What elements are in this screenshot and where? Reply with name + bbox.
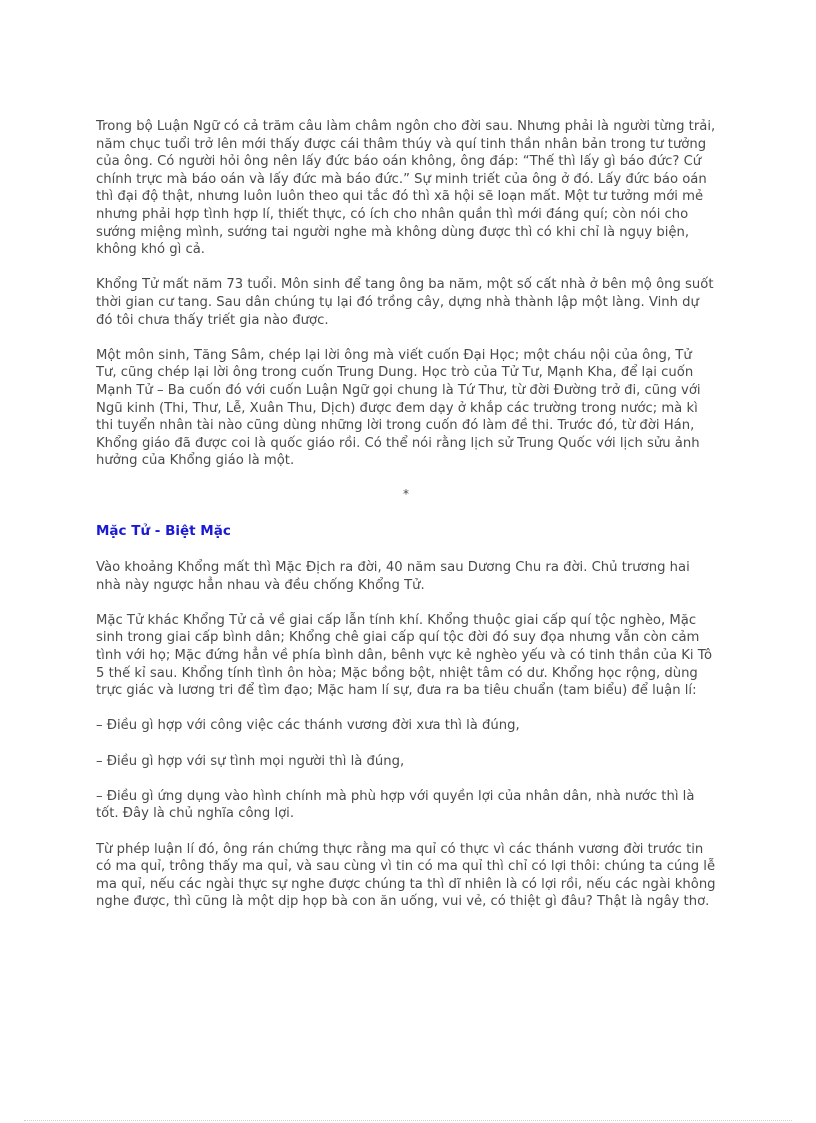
section-heading: Mặc Tử - Biệt Mặc [96,523,231,540]
section-separator: * [403,487,409,502]
list-item: – Điều gì hợp với công việc các thánh vương đời xưa thì là đúng, [96,718,520,734]
list-item: – Điều gì hợp với sự tình mọi người thì là đúng, [96,753,405,769]
paragraph: Khổng Tử mất năm 73 tuổi. Môn sinh để tang ông ba năm, một số cất nhà ở bên mộ ông suốt thời gian cư tang. Sau dân chúng tụ lại đó trồng cây, dựng nhà thành lập một làng. Vinh dự đó tôi chưa thấy triết gia nào được. [96,277,714,328]
paragraph: Vào khoảng Khổng mất thì Mặc Địch ra đời, 40 năm sau Dương Chu ra đời. Chủ trương hai nhà này ngược hẳn nhau và đều chống Khổng Tử. [96,560,690,593]
paragraph: Một môn sinh, Tăng Sâm, chép lại lời ông mà viết cuốn Đại Học; một cháu nội của ông, Tử Tư, cũng chép lại lời ông trong cuốn Trung Dung. Học trò của Tử Tư, Mạnh Kha, để lại cuốn Mạnh Tử – Ba cuốn đó với cuốn Luận Ngữ gọi chung là Tứ Thư, từ đời Đường trở đi, cũng với Ngũ kinh (Thi, Thư, Lễ, Xuân Thu, Dịch) được đem dạy ở khắp các trường trong nước; mà kì thi tuyển nhân tài nào cũng dùng những lời trong cuốn đó làm đề thi. Trước đó, từ đời Hán, Khổng giáo đã được coi là quốc giáo rồi. Có thể nói rằng lịch sử Trung Quốc với lịch sửu ảnh hưởng của Khổng giáo là một. [96,347,701,469]
document-body [96,118,716,929]
paragraph: Từ phép luận lí đó, ông rán chứng thực rằng ma quỉ có thực vì các thánh vương đời trước tin có ma quỉ, trông thấy ma quỉ, và sau cùng vì tin có ma quỉ thì chỉ có lợi thôi: chúng ta cúng lễ ma quỉ, nếu các ngài thực sự nghe được chúng ta thì dĩ nhiên là có lợi rồi, nếu các ngài không nghe được, thì cũng là một dịp họp bà con ăn uống, vui vẻ, có thiệt gì đâu? Thật là ngây thơ. [96,841,716,910]
page-bottom-divider [24,1120,792,1121]
list-item: – Điều gì ứng dụng vào hình chính mà phù hợp với quyền lợi của nhân dân, nhà nước thì là tốt. Đây là chủ nghĩa công lợi. [96,788,695,822]
paragraph: Trong bộ Luận Ngữ có cả trăm câu làm châm ngôn cho đời sau. Nhưng phải là người từng trải, năm chục tuổi trở lên mới thấy được cái thâm thúy và quí tinh thần nhân bản trong tư tưởng của ông. Có người hỏi ông nên lấy đức báo oán không, ông đáp: “Thế thì lấy gì báo đức? Cứ chính trực mà báo oán và lấy đức mà báo đức.” Sự minh triết của ông ở đó. Lấy đức báo oán thì đại độ thật, nhưng luôn luôn theo qui tắc đó thì xã hội sẽ loạn mất. Một tư tưởng mới mẻ nhưng phải hợp tình hợp lí, thiết thực, có ích cho nhân quần thì mới đáng quí; còn nói cho sướng miệng mình, sướng tai người nghe mà không dùng được thì có khi chỉ là ngụy biện, không khó gì cả. [96,119,716,258]
paragraph: Mặc Tử khác Khổng Tử cả về giai cấp lẫn tính khí. Khổng thuộc giai cấp quí tộc nghèo, Mặc sinh trong giai cấp bình dân; Khổng chê giai cấp quí tộc đời đó suy đọa nhưng vẫn còn cảm tình với họ; Mặc đứng hẳn về phía bình dân, bênh vực kẻ nghèo yếu và có tinh thần của Ki Tô 5 thế kỉ sau. Khổng tính tình ôn hòa; Mặc bồng bột, nhiệt tâm có dư. Khổng học rộng, dùng trực giác và lương tri để tìm đạo; Mặc ham lí sự, đưa ra ba tiêu chuẩn (tam biểu) để luận lí: [96,612,713,699]
